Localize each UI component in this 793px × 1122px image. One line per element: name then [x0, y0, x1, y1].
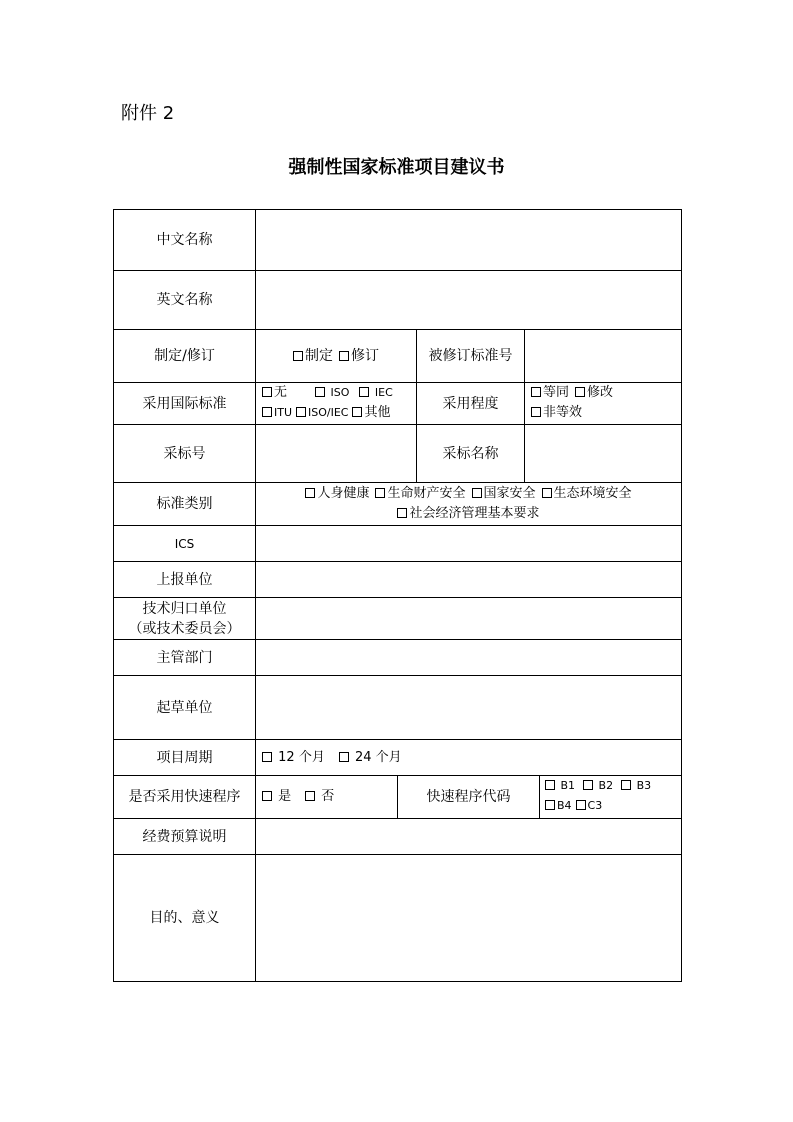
option-social-economic[interactable]: 社会经济管理基本要求	[397, 504, 539, 524]
checkbox-icon	[472, 488, 482, 498]
checkbox-icon	[531, 387, 541, 397]
adopt-name-field[interactable]	[525, 425, 681, 482]
checkbox-icon	[545, 780, 555, 790]
label-fast-code: 快速程序代码	[426, 789, 511, 805]
option-b1[interactable]: B1	[545, 776, 575, 796]
option-eco-safety[interactable]: 生态环境安全	[542, 484, 632, 504]
checkbox-icon	[305, 488, 315, 498]
checkbox-icon	[621, 780, 631, 790]
checkbox-icon	[339, 351, 349, 361]
category-options	[256, 483, 681, 525]
checkbox-icon	[576, 800, 586, 810]
make-revise-options	[256, 330, 416, 382]
checkbox-icon	[397, 508, 407, 518]
purpose-field[interactable]	[256, 855, 681, 981]
label-tech-unit-line1: 技术归口单位	[142, 600, 227, 617]
competent-dept-field[interactable]	[256, 640, 681, 675]
checkbox-icon	[315, 387, 325, 397]
checkbox-icon	[339, 752, 349, 762]
checkbox-icon	[262, 407, 272, 417]
checkbox-icon	[262, 752, 272, 762]
period-options	[256, 740, 681, 775]
intl-std-options	[256, 383, 416, 424]
checkbox-icon	[293, 351, 303, 361]
form-title: 强制性国家标准项目建议书	[288, 157, 505, 178]
label-revised-std-no: 被修订标准号	[428, 348, 513, 364]
option-other[interactable]: 其他	[352, 403, 390, 423]
checkbox-icon	[542, 488, 552, 498]
label-tech-unit-line2: （或技术委员会）	[128, 620, 241, 637]
fast-code-options	[540, 776, 681, 818]
label-adopt-intl: 采用国际标准	[142, 395, 227, 412]
label-cn-name: 中文名称	[156, 232, 213, 248]
label-draft-unit: 起草单位	[156, 699, 213, 716]
label-fast-track: 是否采用快速程序	[128, 789, 241, 805]
option-iso-iec[interactable]: ISO/IEC	[296, 403, 348, 423]
cn-name-field[interactable]	[256, 210, 681, 270]
option-12-months[interactable]: 12 个月	[262, 748, 325, 768]
label-std-category: 标准类别	[156, 496, 213, 512]
option-identical[interactable]: 等同	[531, 383, 569, 403]
option-b3[interactable]: B3	[621, 776, 651, 796]
option-b4[interactable]: B4	[545, 796, 572, 816]
checkbox-icon	[305, 791, 315, 801]
option-24-months[interactable]: 24 个月	[339, 748, 402, 768]
option-no[interactable]: 否	[305, 787, 334, 807]
budget-field[interactable]	[256, 819, 681, 854]
option-iso[interactable]: ISO	[315, 383, 349, 403]
checkbox-icon	[575, 387, 585, 397]
option-property-safety[interactable]: 生命财产安全	[375, 484, 465, 504]
option-itu[interactable]: ITU	[262, 403, 292, 423]
label-competent-dept: 主管部门	[156, 649, 213, 666]
en-name-field[interactable]	[256, 271, 681, 329]
option-make[interactable]: 制定	[293, 346, 333, 366]
checkbox-icon	[531, 407, 541, 417]
option-b2[interactable]: B2	[583, 776, 613, 796]
fast-track-options	[256, 776, 397, 818]
option-national-security[interactable]: 国家安全	[472, 484, 536, 504]
attachment-label: 附件 2	[121, 103, 175, 124]
label-adopt-degree: 采用程度	[442, 395, 499, 412]
checkbox-icon	[359, 387, 369, 397]
option-health[interactable]: 人身健康	[305, 484, 369, 504]
label-en-name: 英文名称	[156, 292, 213, 308]
label-tech-unit	[114, 598, 255, 639]
draft-unit-field[interactable]	[256, 676, 681, 739]
label-report-unit: 上报单位	[156, 571, 213, 588]
checkbox-icon	[262, 387, 272, 397]
adopt-no-field[interactable]	[256, 425, 416, 482]
report-unit-field[interactable]	[256, 562, 681, 597]
label-adopt-name: 采标名称	[442, 445, 499, 462]
label-adopt-no: 采标号	[163, 445, 206, 462]
checkbox-icon	[352, 407, 362, 417]
option-non-equivalent[interactable]: 非等效	[531, 403, 582, 423]
option-none[interactable]: 无	[262, 383, 287, 403]
label-period: 项目周期	[156, 749, 213, 766]
tech-unit-field[interactable]	[256, 598, 681, 639]
option-c3[interactable]: C3	[576, 796, 603, 816]
option-yes[interactable]: 是	[262, 787, 291, 807]
revised-std-no-field[interactable]	[525, 330, 681, 382]
option-modified[interactable]: 修改	[575, 383, 613, 403]
checkbox-icon	[583, 780, 593, 790]
label-budget: 经费预算说明	[142, 828, 227, 845]
checkbox-icon	[375, 488, 385, 498]
ics-field[interactable]	[256, 526, 681, 561]
checkbox-icon	[262, 791, 272, 801]
option-revise[interactable]: 修订	[339, 346, 379, 366]
degree-options	[525, 383, 681, 424]
label-make-revise: 制定/修订	[154, 348, 215, 364]
checkbox-icon	[545, 800, 555, 810]
label-ics: ICS	[174, 536, 195, 551]
option-iec[interactable]: IEC	[359, 383, 392, 403]
label-purpose: 目的、意义	[149, 910, 220, 926]
checkbox-icon	[296, 407, 306, 417]
